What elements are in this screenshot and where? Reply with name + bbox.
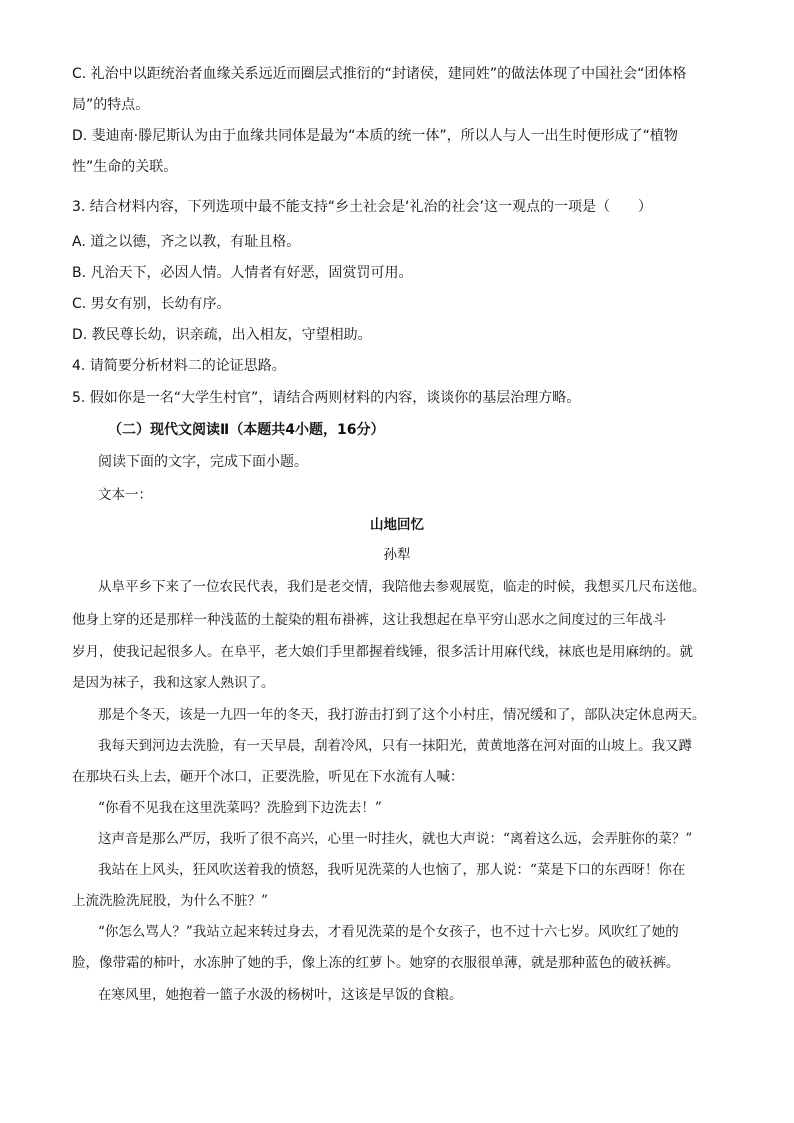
story-line: 这声音是那么严厉，我听了很不高兴，心里一时挂火，就也大声说：“离着这么远，会弄脏你的菜？”: [98, 831, 693, 847]
option-d-line-2: 性”生命的关联。: [72, 159, 178, 175]
question-5: 5. 假如你是一名“大学生村官”，请结合两则材料的内容，谈谈你的基层治理方略。: [72, 390, 581, 406]
story-line: 我每天到河边去洗脸，有一天早晨，刮着冷风，只有一抹阳光，黄黄地落在河对面的山坡上。我又蹲: [98, 738, 692, 754]
question-3-stem: 3. 结合材料内容，下列选项中最不能支持“乡土社会是‘礼治的社会’这一观点的一项是（ ）: [72, 199, 652, 215]
text-label: 文本一：: [98, 487, 152, 503]
story-line: 从阜平乡下来了一位农民代表，我们是老交情，我陪他去参观展览，临走的时候，我想买几尺布送他。: [98, 579, 706, 595]
story-line: 上流洗脸洗屁股，为什么不脏？”: [72, 893, 268, 909]
option-d-line-1: D. 斐迪南·滕尼斯认为由于血缘共同体是最为“本质的统一体”，所以人与人一出生时便形成了“植物: [72, 128, 678, 144]
option-c-line-1: C. 礼治中以距统治者血缘关系远近而圈层式推衍的“封诸侯，建同姓”的做法体现了中国社会“团体格: [72, 66, 687, 82]
option-c-line-2: 局”的特点。: [72, 97, 150, 113]
story-line: “你怎么骂人？”我站立起来转过身去，才看见洗菜的是个女孩子，也不过十六七岁。风吹红了她的: [98, 924, 679, 940]
story-line: “你看不见我在这里洗菜吗？洗脸到下边洗去！”: [98, 800, 382, 816]
story-title: 山地回忆: [370, 517, 424, 533]
section-instruction: 阅读下面的文字，完成下面小题。: [98, 454, 308, 470]
section-heading: （二）现代文阅读Ⅱ（本题共4小题，16分）: [108, 422, 385, 438]
story-line: 在寒风里，她抱着一篮子水汲的杨树叶，这该是早饭的食粮。: [98, 987, 463, 1003]
question-3-option-d: D. 教民尊长幼，识亲疏，出入相友，守望相助。: [72, 327, 372, 343]
question-4: 4. 请简要分析材料二的论证思路。: [72, 358, 286, 374]
story-line: 岁月，使我记起很多人。在阜平，老大娘们手里都握着线锤，很多活计用麻代线，袜底也是用麻纳的。就: [72, 644, 693, 660]
story-line: 脸，像带霜的柿叶，水冻肿了她的手，像上冻的红萝卜。她穿的衣服很单薄，就是那种蓝色的破袄裤。: [72, 955, 680, 971]
story-line: 是因为袜子，我和这家人熟识了。: [72, 675, 275, 691]
question-3-option-c: C. 男女有别，长幼有序。: [72, 296, 231, 312]
question-3-option-a: A. 道之以德，齐之以教，有耻且格。: [72, 234, 301, 250]
story-line: 我站在上风头，狂风吹送着我的愤怒，我听见洗菜的人也恼了，那人说：“菜是下口的东西呀！你在: [98, 862, 686, 878]
question-3-option-b: B. 凡治天下，必因人情。人情者有好恶，固赏罚可用。: [72, 265, 413, 281]
story-line: 在那块石头上去，砸开个冰口，正要洗脸，听见在下水流有人喊：: [72, 769, 464, 785]
story-author: 孙犁: [383, 547, 411, 563]
story-line: 他身上穿的还是那样一种浅蓝的土靛染的粗布褂裤，这让我想起在阜平穷山恶水之间度过的三年战斗: [72, 612, 666, 628]
story-line: 那是个冬天，该是一九四一年的冬天，我打游击打到了这个小村庄，情况缓和了，部队决定休息两天。: [98, 707, 706, 723]
